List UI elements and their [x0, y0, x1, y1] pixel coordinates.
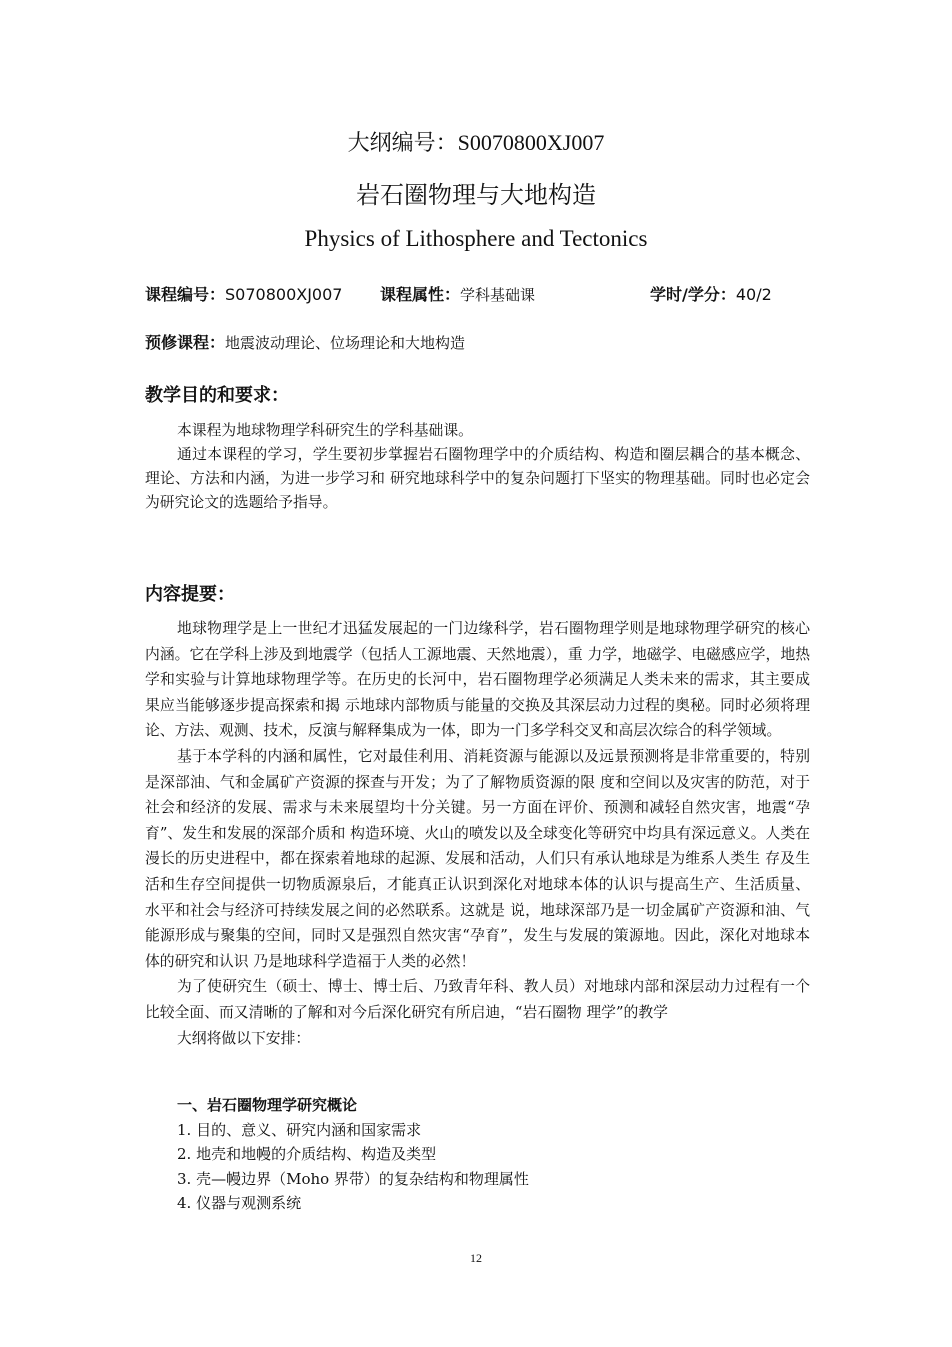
prerequisite-label: 预修课程：: [145, 333, 226, 352]
course-title-en: Physics of Lithosphere and Tectonics: [304, 226, 648, 251]
hours-credits-value: 40/2: [735, 285, 772, 304]
summary-heading: 内容提要：: [145, 584, 235, 605]
goals-section: [145, 419, 810, 515]
course-attribute-label: 课程属性：: [380, 285, 461, 304]
outline-number: 大纲编号：S0070800XJ007: [347, 130, 605, 155]
prerequisite-value: 地震波动理论、位场理论和大地构造: [225, 334, 466, 352]
outline-item: 3. 壳—幔边界（Moho 界带）的复杂结构和物理属性: [177, 1169, 529, 1188]
hours-credits-field: [650, 282, 772, 305]
goals-heading: 教学目的和要求：: [145, 385, 289, 406]
page-number: 12: [470, 1251, 482, 1265]
summary-paragraph-2: 基于本学科的内涵和属性，它对最佳利用、消耗资源与能源以及远景预测将是非常重要的，特别是深部油、气和金属矿产资源的探查与开发；为了了解物质资源的限 度和空间以及灾害的防范，对于社会和经济的发展、需求与未来展望均十分关键。另一方面在评价、预测和减轻自然灾害，地震“孕育”、发生和发展的深部介质和 构造环境、火山的喷发以及全球变化等研究中均具有深远意义。人类在漫长的历史进程中，都在探索着地球的起源、发展和活动，人们只有承认地球是为维系人类生 存及生活和生存空间提供一切物质源泉后，才能真正认识到深化对地球本体的认识与提高生产、生活质量、水平和社会与经济可持续发展之间的必然联系。这就是 说，地球深部乃是一切金属矿产资源和油、气能源形成与聚集的空间，同时又是强烈自然灾害“孕育”，发生与发展的策源地。因此，深化对地球本体的研究和认识 乃是地球科学造福于人类的必然！: [145, 747, 810, 970]
outline-section-heading: 一、岩石圈物理学研究概论: [177, 1096, 358, 1114]
prerequisite-field: [145, 330, 465, 353]
course-number-field: [145, 282, 342, 305]
goals-paragraph-2: 通过本课程的学习，学生要初步掌握岩石圈物理学中的介质结构、构造和圈层耦合的基本概念、理论、方法和内涵，为进一步学习和 研究地球科学中的复杂问题打下坚实的物理基础。同时也必定会为研究论文的选题给予指导。: [145, 446, 810, 511]
course-number-label: 课程编号：: [145, 285, 226, 304]
course-number-value: S070800XJ007: [225, 285, 343, 304]
outline-item: 2. 地壳和地幔的介质结构、构造及类型: [177, 1145, 437, 1164]
outline-list: [177, 1093, 529, 1216]
summary-paragraph-1: 地球物理学是上一世纪才迅猛发展起的一门边缘科学，岩石圈物理学则是地球物理学研究的核心内涵。它在学科上涉及到地震学（包括人工源地震、天然地震），重 力学，地磁学、电磁感应学，地热学和实验与计算地球物理学等。在历史的长河中，岩石圈物理学必须满足人类未来的需求，其主要成果应当能够逐步提高探索和揭 示地球内部物质与能量的交换及其深层动力过程的奥秘。同时必须将理论、方法、观测、技术，反演与解释集成为一体，即为一门多学科交叉和高层次综合的科学领域。: [145, 620, 810, 740]
outline-item: 4. 仪器与观测系统: [177, 1194, 302, 1213]
summary-paragraph-4: 大纲将做以下安排：: [177, 1029, 311, 1047]
course-title-cn: 岩石圈物理与大地构造: [356, 181, 596, 209]
summary-section: [145, 616, 810, 1051]
course-attribute-field: [380, 282, 535, 305]
goals-paragraph-1: 本课程为地球物理学科研究生的学科基础课。: [177, 422, 473, 439]
hours-credits-label: 学时/学分：: [650, 285, 736, 304]
outline-item: 1. 目的、意义、研究内涵和国家需求: [177, 1120, 422, 1139]
course-attribute-value: 学科基础课: [460, 286, 536, 304]
summary-paragraph-3: 为了使研究生（硕士、博士、博士后、乃致青年科、教人员）对地球内部和深层动力过程有一个比较全面、而又清晰的了解和对今后深化研究有所启迪，“岩石圈物 理学”的教学: [145, 978, 810, 1021]
